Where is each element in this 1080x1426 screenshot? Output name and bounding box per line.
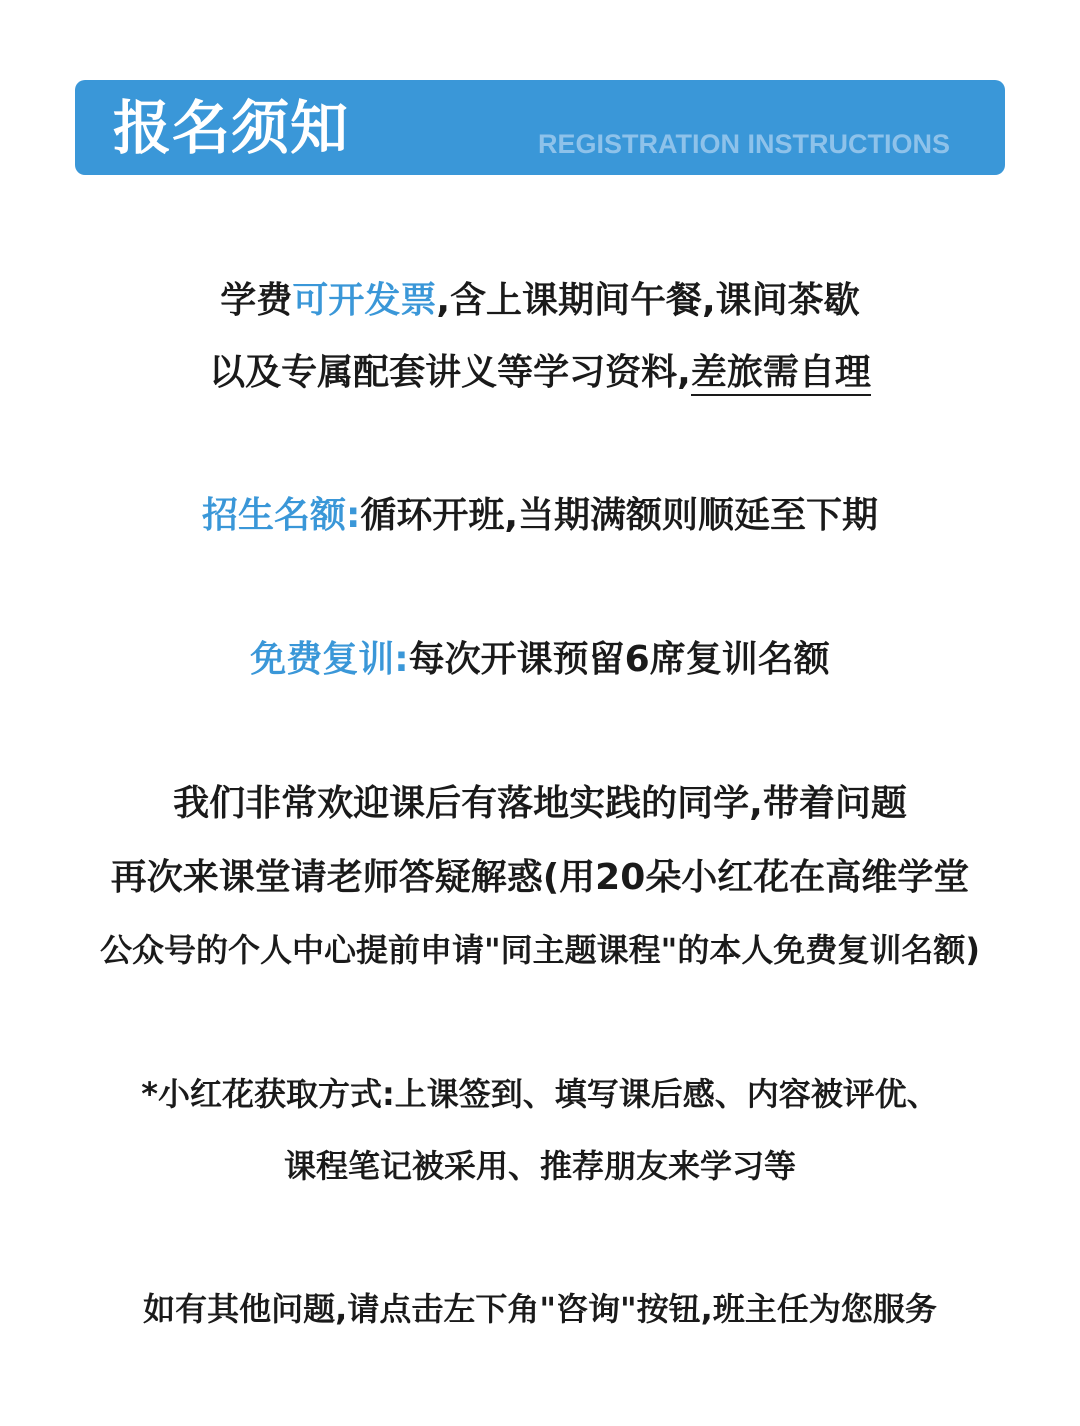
page-subtitle: REGISTRATION INSTRUCTIONS — [537, 129, 950, 159]
travel-note-underlined: 差旅需自理 — [691, 352, 871, 396]
header-banner — [75, 80, 1005, 175]
fees-line-1 — [0, 277, 1080, 325]
quota-text: 循环开班,当期满额则顺延至下期 — [360, 495, 879, 536]
invoice-highlight: 可开发票 — [292, 280, 437, 321]
quota-line — [0, 492, 1080, 540]
quota-label: 招生名额: — [201, 495, 361, 536]
retrain-label: 免费复训: — [250, 639, 409, 680]
flowers-line-2: 课程笔记被采用、推荐朋友来学习等 — [283, 1147, 796, 1185]
materials-text: 以及专属配套讲义等学习资料, — [209, 352, 691, 393]
welcome-line-3: 公众号的个人中心提前申请"同主题课程"的本人免费复训名额) — [100, 931, 980, 969]
contact-line: 如有其他问题,请点击左下角"咨询"按钮,班主任为您服务 — [143, 1290, 937, 1328]
retrain-text: 每次开课预留6席复训名额 — [408, 639, 830, 680]
welcome-line-2: 再次来课堂请老师答疑解惑(用20朵小红花在高维学堂 — [110, 857, 970, 898]
flowers-line-1: *小红花获取方式:上课签到、填写课后感、内容被评优、 — [141, 1075, 939, 1113]
fees-line-2 — [0, 349, 1080, 397]
welcome-line-1: 我们非常欢迎课后有落地实践的同学,带着问题 — [173, 783, 907, 824]
fees-prefix: 学费 — [220, 280, 293, 321]
page-title: 报名须知 — [113, 94, 350, 162]
fees-suffix: ,含上课期间午餐,课间茶歇 — [436, 280, 860, 321]
retrain-line — [0, 636, 1080, 684]
